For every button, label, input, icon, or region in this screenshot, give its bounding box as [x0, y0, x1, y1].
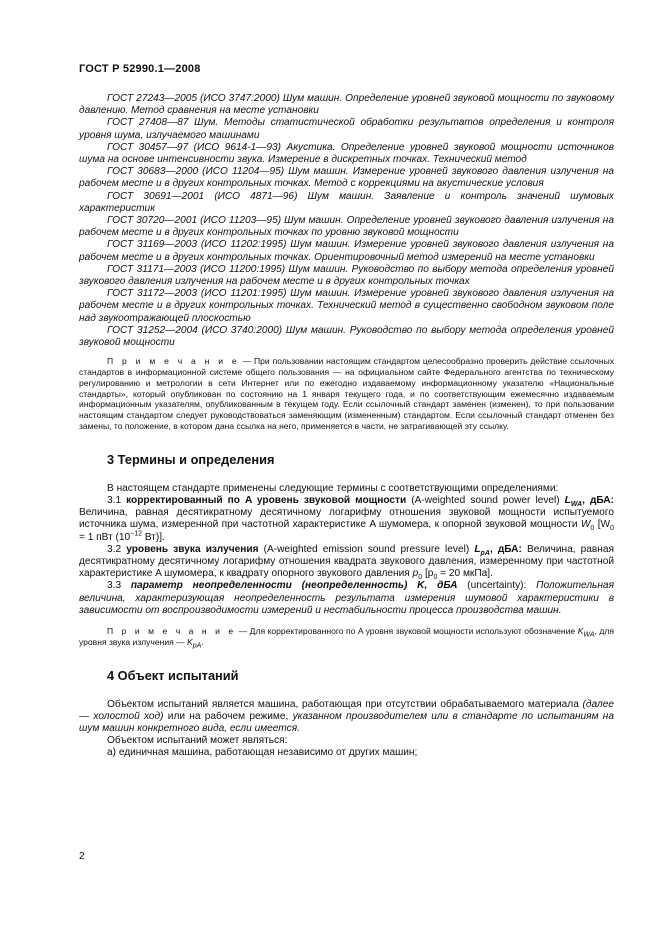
- reference-id: ГОСТ 30691—2001 (ИСО 4871—96): [107, 190, 298, 202]
- section-4-para-2: Объектом испытаний может являться:: [107, 735, 288, 747]
- page-header: ГОСТ Р 52990.1—2008: [79, 63, 201, 75]
- note-references: [79, 356, 614, 432]
- reference-id: ГОСТ 31171—2003 (ИСО 11200:1995): [107, 263, 286, 275]
- reference-title: Шум машин. Определение уровней звуковой мощности по звуковому давлению. Метод сравнения на месте установки: [79, 93, 615, 117]
- reference-title: Шум машин. Определение уровней звукового давления излучения на рабочем месте и в других контрольных точках по уровню звуковой мощности: [79, 215, 614, 239]
- reference-item: [79, 239, 614, 263]
- reference-list: [79, 93, 614, 349]
- note-label: П р и м е ч а н и е: [107, 356, 240, 367]
- reference-title: Шум машин. Руководство по выбору метода определения уровней звуковой мощности: [79, 324, 614, 349]
- reference-id: ГОСТ 30457—97 (ИСО 9614-1—93): [107, 141, 282, 153]
- section-3-heading: 3 Термины и определения: [107, 451, 275, 467]
- reference-id: ГОСТ 30683—2000 (ИСО 11204—95): [107, 166, 285, 178]
- reference-title: Шум машин. Руководство по выбору метода определения уровней звукового давления излучения на рабочем месте и в других контрольных точках: [79, 263, 614, 288]
- reference-title: Шум машин. Заявление и контроль значений шумовых характеристик: [79, 190, 614, 214]
- page-number: 2: [79, 851, 85, 862]
- reference-item: [79, 215, 614, 239]
- term-3-3: 3.3 параметр неопределенности (неопределенность) K, дБА (uncertainty): Положительная величина, характеризующая неопределенность результата измерения шумовой характеристики в зависимости от воспроизводимости измерений и нестабильности процесса производства машин.: [79, 580, 614, 616]
- note-symbols: П р и м е ч а н и е — Для корректированного по A уровня звуковой мощности используют обозначение $K_{WA}$, для уровня звука излучения — $K_{pA}$.: [79, 626, 615, 650]
- reference-item: [79, 191, 614, 215]
- section-3-intro: В настоящем стандарте применены следующие термины с соответствующими определениями:: [107, 482, 559, 494]
- reference-item: [79, 166, 614, 190]
- reference-id: ГОСТ 31172—2003 (ИСО 11201:1995): [107, 288, 287, 300]
- reference-item: [79, 142, 614, 166]
- reference-id: ГОСТ 31252—2004 (ИСО 3740:2000): [107, 324, 283, 336]
- reference-id: ГОСТ 31169—2003 (ИСО 11202:1995): [107, 239, 287, 251]
- reference-item: [79, 117, 614, 141]
- reference-id: ГОСТ 30720—2001 (ИСО 11203—95): [107, 215, 282, 227]
- page-content: [79, 93, 614, 760]
- reference-item: [79, 325, 614, 349]
- reference-title: Шум машин. Измерение уровней звукового давления излучения на рабочем месте и в других контрольных точках. Ориентировочный метод измерений на месте установки: [79, 239, 614, 263]
- section-4-para-1: Объектом испытаний является машина, работающая при отсутствии обрабатываемого материала (далее — холостой ход) или на рабочем режиме, указанном производителем или в стандарте по испытаниям на шум машин конкретного вида, если имеется.: [79, 698, 614, 735]
- reference-item: [79, 93, 614, 117]
- reference-title: Акустика. Определение уровней звуковой мощности источников шума на основе интенсивности звука. Измерение в дискретных точках. Технический метод: [79, 141, 614, 166]
- section-4-para-3: а) единичная машина, работающая независимо от других машин;: [107, 747, 418, 759]
- reference-item: [79, 264, 614, 288]
- reference-id: ГОСТ 27408—87: [107, 117, 189, 129]
- reference-id: ГОСТ 27243—2005 (ИСО 3747:2000): [107, 93, 280, 104]
- reference-title: Шум. Методы статистической обработки результатов определения и контроля уровня шума, излучаемого машинами: [79, 117, 614, 141]
- note-text: — При пользовании настоящим стандартом целесообразно проверить действие ссылочных стандартов в информационной системе общего пользования — на официальном сайте Федерального агентства по техническому регулированию и метрологии в сети Интернет или по ежегодно издаваемому информационному указателю «Национальные стандарты», который опубликован по состоянию на 1 января текущего года, и по соответствующим ежемесячно издаваемым информационным указателям, опубликованным в текущем году. Если ссылочный стандарт заменен (изменен), то при пользовании настоящим стандартом следует руководствоваться заменяющим (измененным) стандартом. Если ссылочный стандарт отменен без замены, то положение, в котором дана ссылка на него, применяется в части, не затрагивающей эту ссылку.: [79, 356, 614, 432]
- term-3-1: 3.1 корректированный по A уровень звуковой мощности (A-weighted sound power level) $L_{WA}$, дБА: Величина, равная десятикратному десятичному логарифму отношения звуковой мощности испытуемого источника шума, измеренной при частотной характеристике A шумомера, к опорной звуковой мощности $W_0$ [$W_0 = 1$ пВт ($10^{-12}$ Вт)].: [79, 495, 614, 543]
- reference-item: [79, 288, 614, 325]
- reference-title: Шум машин. Измерение уровней звукового давления излучения на рабочем месте и в других контрольных точках. Метод с коррекциями на акустические условия: [79, 166, 614, 190]
- term-3-2: 3.2 уровень звука излучения (A-weighted emission sound pressure level) $L_{pA}$, дБА: Величина, равная десятикратному десятичному логарифму отношения квадрата звукового давления, измеренному при частотной характеристике A шумомера, к квадрату опорного звукового давления $p_0$ [$p_0 = 20$ мкПа].: [79, 543, 614, 582]
- section-4-heading: 4 Объект испытаний: [107, 667, 239, 683]
- reference-title: Шум машин. Измерение уровней звукового давления излучения на рабочем месте и в других контрольных точках. Технический метод в существенно свободном звуковом поле над звукоотражающей плоскостью: [79, 288, 614, 324]
